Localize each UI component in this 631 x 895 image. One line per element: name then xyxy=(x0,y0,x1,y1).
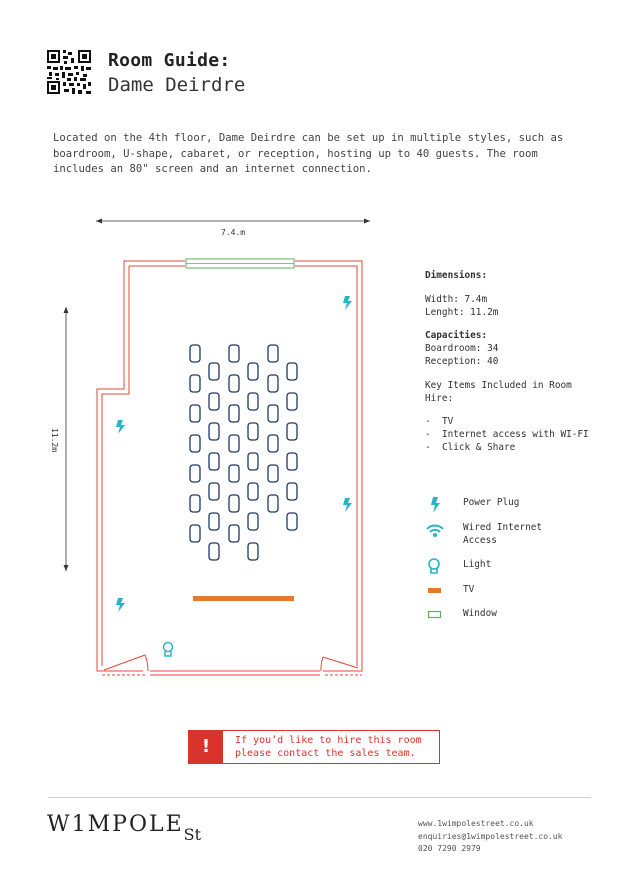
info-panel xyxy=(425,270,615,455)
qr-code-icon xyxy=(47,50,91,94)
chair xyxy=(190,525,200,542)
legend-item-window: Window xyxy=(425,606,615,630)
capacities-heading: Capacities: xyxy=(425,330,488,342)
chair xyxy=(229,405,239,422)
chair xyxy=(229,525,239,542)
chair xyxy=(209,423,219,440)
intro-paragraph: Located on the 4th floor, Dame Deirdre can be set up in multiple styles, such as boardroom, U-shape, cabaret, or reception, hosting up to 40 guests. The room includes an 80" screen and an internet connection. xyxy=(53,132,564,175)
chair xyxy=(190,465,200,482)
chair xyxy=(190,405,200,422)
chair xyxy=(209,543,219,560)
alert-icon: ! xyxy=(189,731,223,763)
chair xyxy=(268,345,278,362)
key-items-heading: Key Items Included in Room Hire: xyxy=(425,379,572,404)
chair xyxy=(287,363,297,380)
email-link[interactable]: enquiries@1wimpolestreet.co.uk xyxy=(418,831,563,841)
chair xyxy=(229,345,239,362)
chair xyxy=(229,465,239,482)
chair xyxy=(287,423,297,440)
room-outline xyxy=(90,255,370,685)
chair xyxy=(268,495,278,512)
legend-item-power: Power Plug xyxy=(425,495,615,519)
phone-number: 020 7290 2979 xyxy=(418,844,481,853)
chair xyxy=(209,363,219,380)
page-title: Room Guide: xyxy=(108,50,231,71)
light-bulb-icon xyxy=(425,557,445,577)
chair xyxy=(287,393,297,410)
brand-logo: $W1MPOLE_{St}$ xyxy=(47,812,202,844)
chair xyxy=(268,465,278,482)
list-item: - Click & Share xyxy=(425,441,516,453)
chair xyxy=(248,393,258,410)
chair xyxy=(248,363,258,380)
chair xyxy=(209,453,219,470)
chair-group xyxy=(190,345,297,560)
legend-item-light: Light xyxy=(425,557,615,581)
chair xyxy=(209,483,219,500)
power-plug-icon xyxy=(116,420,125,434)
reception-capacity: Reception: 40 xyxy=(425,355,499,367)
tv xyxy=(193,596,294,601)
chair xyxy=(229,495,239,512)
light-bulb-icon xyxy=(164,643,173,657)
website-link[interactable]: www.1wimpolestreet.co.uk xyxy=(418,819,534,828)
chair xyxy=(287,513,297,530)
width-label: 7.4.m xyxy=(220,228,246,237)
chair xyxy=(190,345,200,362)
chair xyxy=(229,375,239,392)
power-plug-icon xyxy=(116,598,125,612)
power-plug-icon xyxy=(343,498,352,512)
room-name: Dame Deirdre xyxy=(108,74,246,96)
list-item: - Internet access with WI-FI xyxy=(425,429,589,441)
list-item: - TV xyxy=(425,416,454,428)
dimensions-heading: Dimensions: xyxy=(425,270,488,281)
contact-details xyxy=(418,818,563,856)
power-plug-icon xyxy=(425,495,445,515)
chair xyxy=(190,375,200,392)
chair xyxy=(248,513,258,530)
window-icon xyxy=(425,606,445,626)
chair xyxy=(268,435,278,452)
legend-item-tv: TV xyxy=(425,582,615,606)
chair xyxy=(248,543,258,560)
power-plug-icon xyxy=(343,296,352,310)
footer-divider xyxy=(48,797,591,798)
legend-item-internet: Wired Internet Access xyxy=(425,520,615,544)
chair xyxy=(287,453,297,470)
chair xyxy=(268,405,278,422)
width-value: Width: 7.4m xyxy=(425,293,488,305)
chair xyxy=(248,423,258,440)
chair xyxy=(190,495,200,512)
chair xyxy=(287,483,297,500)
key-items-list xyxy=(425,416,615,454)
chair xyxy=(190,435,200,452)
chair xyxy=(268,375,278,392)
chair xyxy=(209,513,219,530)
contact-notice xyxy=(188,730,440,764)
chair xyxy=(248,453,258,470)
length-dimension xyxy=(64,307,69,571)
wifi-icon xyxy=(425,520,445,540)
length-label: 11.2m xyxy=(50,427,59,453)
width-dimension xyxy=(96,219,370,224)
chair xyxy=(248,483,258,500)
boardroom-capacity: Boardroom: 34 xyxy=(425,343,499,355)
notice-line-2: please contact the sales team. xyxy=(235,748,416,759)
chair xyxy=(229,435,239,452)
notice-line-1: If you’d like to hire this room xyxy=(235,735,422,746)
tv-icon xyxy=(425,582,445,602)
chair xyxy=(209,393,219,410)
length-value: Lenght: 11.2m xyxy=(425,306,499,318)
